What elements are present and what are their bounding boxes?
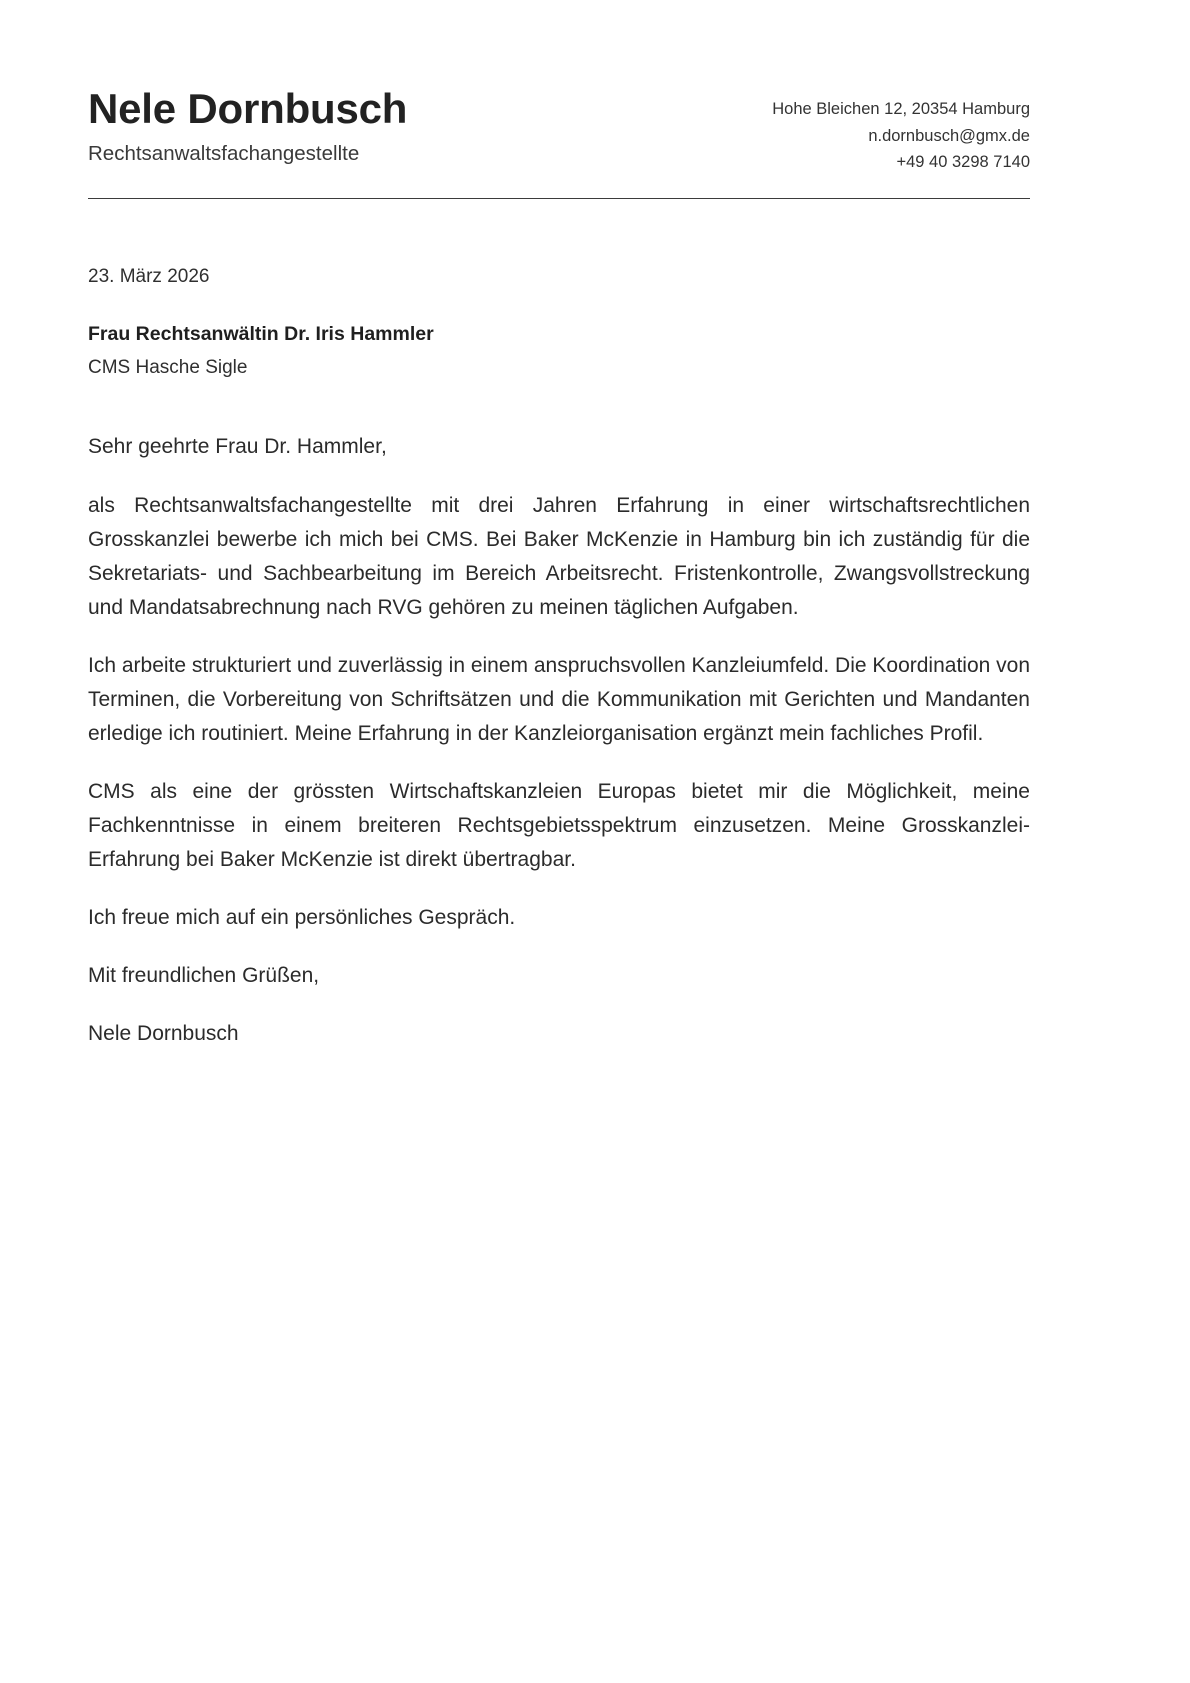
body-paragraph: Ich arbeite strukturiert und zuverlässig in einem anspruchsvollen Kanzleiumfeld. Die Koordination von Terminen, die Vorbereitung von Schriftsätzen und die Kommunikation mit Gerichten und Mandanten erledige ich routiniert. Meine Erfahrung in der Kanzleiorganisation ergänzt mein fachliches Profil. <box>88 654 1030 746</box>
salutation: Sehr geehrte Frau Dr. Hammler, <box>88 435 387 459</box>
body-paragraph: als Rechtsanwaltsfachangestellte mit drei Jahren Erfahrung in einer wirtschaftsrechtlichen Grosskanzlei bewerbe ich mich bei CMS. Bei Baker McKenzie in Hamburg bin ich zuständig für die Sekretariats- und Sachbearbeitung im Bereich Arbeitsrecht. Fristenkontrolle, Zwangsvollstreckung und Mandatsabrechnung nach RVG gehören zu meinen täglichen Aufgaben. <box>88 493 1030 620</box>
job-title: Rechtsanwaltsfachangestellte <box>88 142 360 166</box>
contact-email[interactable]: n.dornbusch@gmx.de <box>868 126 1030 145</box>
signature-name: Nele Dornbusch <box>88 1022 239 1046</box>
body-paragraph: Ich freue mich auf ein persönliches Gespräch. <box>88 906 516 930</box>
identity-block <box>88 82 407 167</box>
recipient-name: Frau Rechtsanwältin Dr. Iris Hammler <box>88 322 434 345</box>
recipient-company: CMS Hasche Sigle <box>88 356 248 378</box>
closing-salutation: Mit freundlichen Grüßen, <box>88 964 320 988</box>
contact-address: Hohe Bleichen 12, 20354 Hamburg <box>772 100 1030 118</box>
recipient-block <box>88 320 1030 382</box>
body-paragraph: CMS als eine der grössten Wirtschaftskanzleien Europas bietet mir die Möglichkeit, meine Fachkenntnisse in einem breiteren Rechtsgebietsspektrum einzusetzen. Meine Grosskanzlei-Erfahrung bei Baker McKenzie ist direkt übertragbar. <box>88 780 1030 872</box>
letter-header <box>88 70 1030 176</box>
page-title: Nele Dornbusch <box>88 85 408 132</box>
header-divider <box>88 198 1030 199</box>
letter-date: 23. März 2026 <box>88 266 210 288</box>
contact-phone[interactable]: +49 40 3298 7140 <box>896 153 1030 172</box>
letter-meta <box>88 263 1030 381</box>
contact-block <box>772 82 1030 176</box>
letter-body <box>88 431 1030 1051</box>
